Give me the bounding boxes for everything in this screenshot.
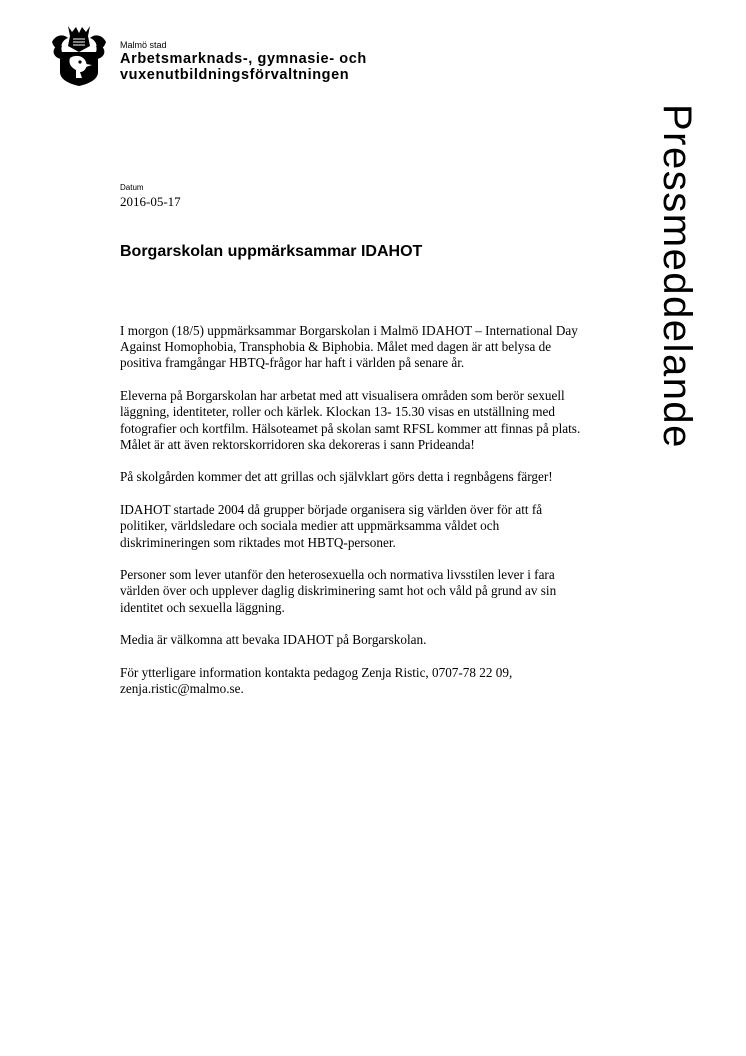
- body-paragraph: Eleverna på Borgarskolan har arbetat med att visualisera områden som berör sexuell läggning, identiteter, roller och kärlek. Klockan 13- 15.30 visas en utställning med fotografier och kortfilm. Hälsoteamet på skolan samt RFSL kommer att finnas på plats. Målet är att även rektorskorridoren ska dekoreras i sann Prideanda!: [120, 388, 581, 452]
- malmo-coat-of-arms-logo: [50, 24, 108, 86]
- city-name: Malmö stad: [120, 40, 167, 50]
- department-name-line2: vuxenutbildningsförvaltningen: [120, 67, 350, 83]
- headline: Borgarskolan uppmärksammar IDAHOT: [120, 243, 423, 260]
- body-paragraph: IDAHOT startade 2004 då grupper började organisera sig världen över för att få politiker, världsledare och sociala medier att uppmärksamma våldet och diskrimineringen som riktades mot HBTQ-personer.: [120, 502, 543, 550]
- body-paragraph: Personer som lever utanför den heterosexuella och normativa livsstilen lever i fara världen över och upplever daglig diskriminering samt hot och våld på grund av sin identitet och sexuella läggning.: [120, 567, 557, 615]
- body-paragraph: Media är välkomna att bevaka IDAHOT på Borgarskolan.: [120, 632, 427, 648]
- side-title-press: Press: [655, 104, 699, 214]
- side-title-meddelande: meddelande: [655, 213, 699, 449]
- press-release-body: [120, 323, 590, 714]
- department-name-line1: Arbetsmarknads-, gymnasie- och: [120, 51, 367, 67]
- date-value: 2016-05-17: [120, 194, 181, 209]
- body-paragraph: I morgon (18/5) uppmärksammar Borgarskolan i Malmö IDAHOT – International Day Against Homophobia, Transphobia & Biphobia. Målet med dagen är att belysa de positiva framgångar HBTQ-frågor har haft i världen på senare år.: [120, 323, 578, 371]
- body-paragraph: På skolgården kommer det att grillas och självklart görs detta i regnbågens färger!: [120, 469, 553, 485]
- pressmeddelande-side-title: [655, 104, 699, 548]
- date-label: Datum: [120, 183, 144, 192]
- body-paragraph: För ytterligare information kontakta pedagog Zenja Ristic, 0707-78 22 09, zenja.ristic@malmo.se.: [120, 665, 513, 697]
- organization-header: [120, 40, 367, 83]
